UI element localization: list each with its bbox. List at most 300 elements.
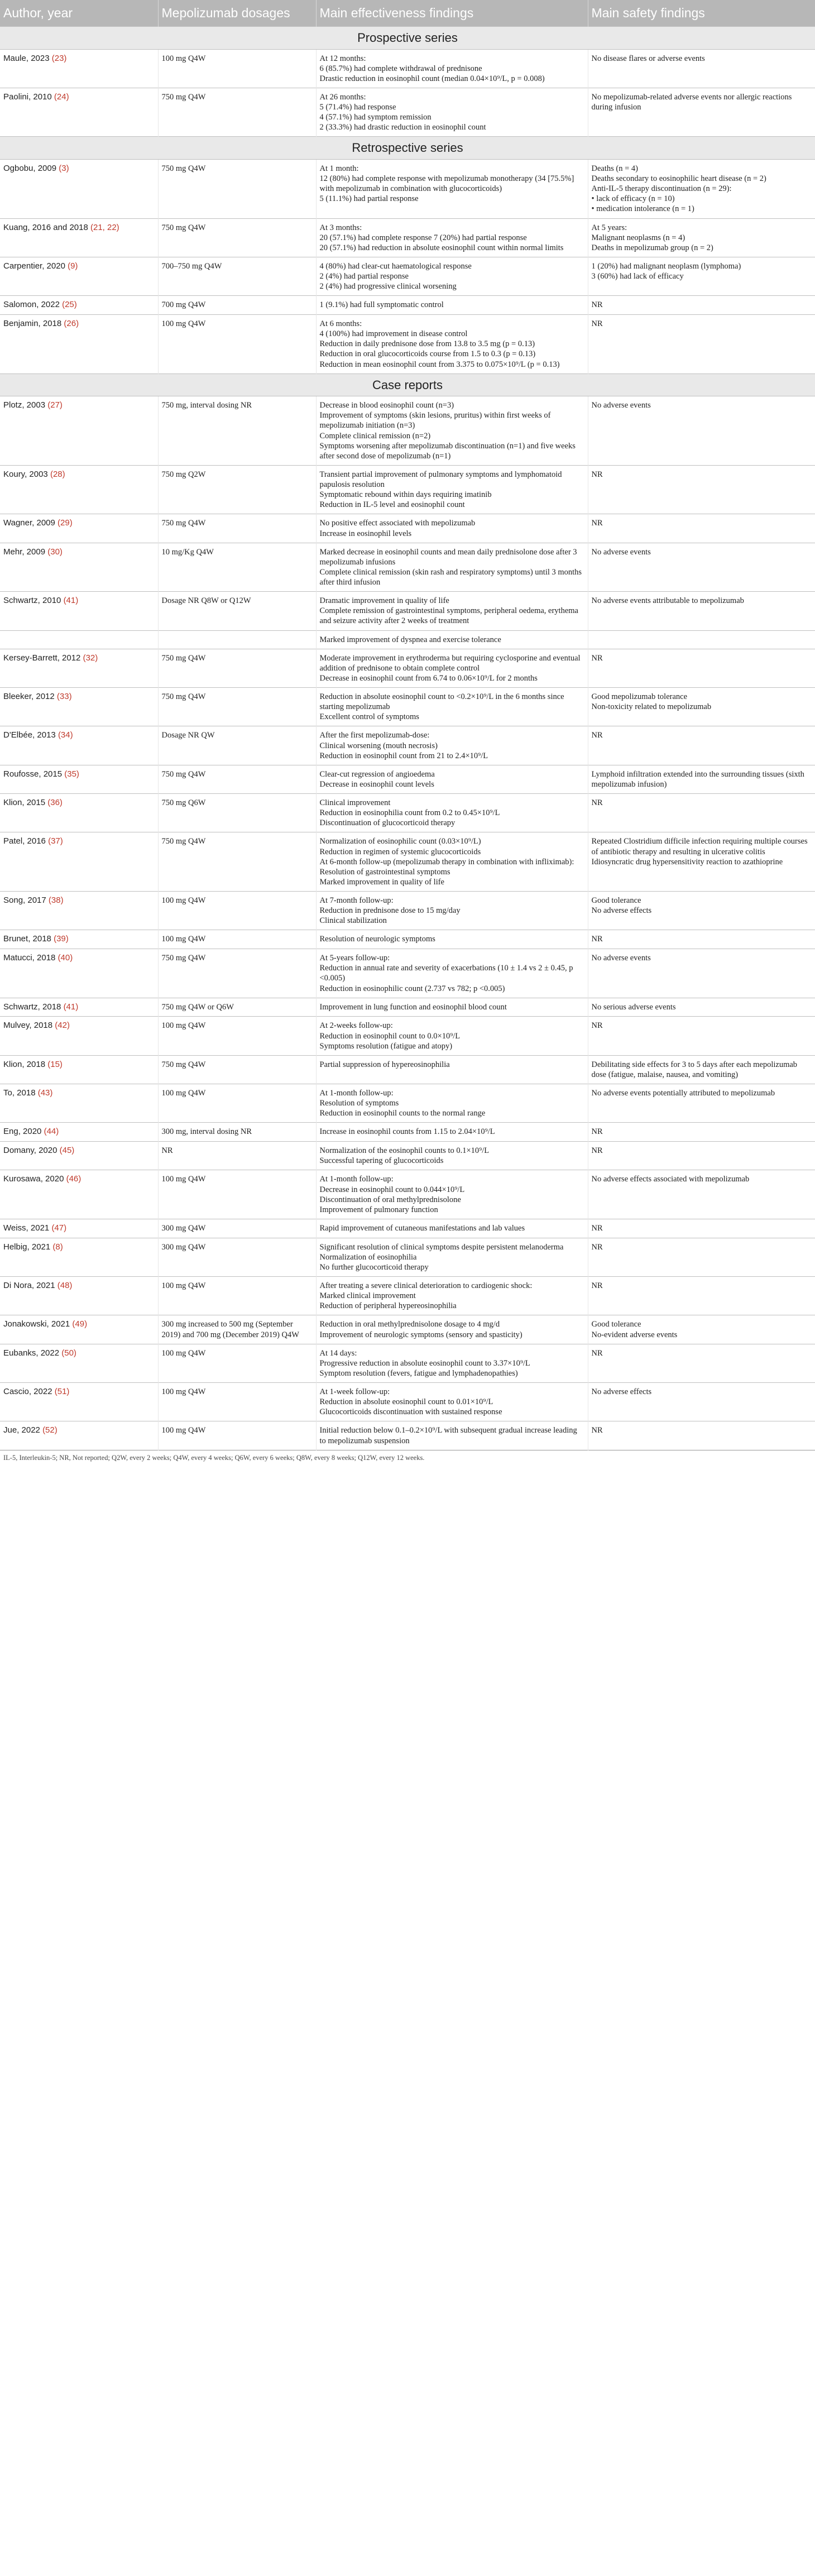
author-name: Kuang, 2016 and 2018: [3, 222, 88, 232]
table-row: [0, 1123, 815, 1142]
author-name: Ogbobu, 2009: [3, 163, 57, 173]
reference-link[interactable]: (43): [37, 1088, 53, 1098]
reference-link[interactable]: (44): [44, 1127, 59, 1137]
table-row: [0, 930, 815, 949]
author-cell: [0, 998, 158, 1017]
reference-link[interactable]: (41): [63, 596, 79, 606]
safety-line: • medication intolerance (n = 1): [591, 204, 694, 214]
effectiveness-line: Resolution of symptoms: [319, 1099, 399, 1108]
author-cell: [0, 592, 158, 630]
safety-cell: [588, 892, 815, 930]
effectiveness-line: No positive effect associated with mepolizumab: [319, 519, 476, 528]
author-cell: [0, 218, 158, 257]
safety-cell: [588, 649, 815, 687]
author-name: To, 2018: [3, 1088, 36, 1098]
safety-cell: [588, 688, 815, 726]
author-name: Eng, 2020: [3, 1127, 42, 1137]
effectiveness-line: Transient partial improvement of pulmonary symptoms and lymphomatoid papulosis resolution: [319, 470, 562, 489]
author-cell: [0, 396, 158, 466]
effectiveness-line: Symptomatic rebound within days requiring imatinib: [319, 490, 492, 500]
dosage-cell: 300 mg Q4W: [158, 1238, 316, 1276]
effectiveness-line: Reduction in prednisone dose to 15 mg/day: [319, 906, 461, 916]
dosage-cell: 300 mg, interval dosing NR: [158, 1123, 316, 1142]
dosage-cell: 750 mg Q4W: [158, 649, 316, 687]
effectiveness-line: Marked improvement of dyspnea and exercise tolerance: [319, 635, 501, 644]
effectiveness-line: At 7-month follow-up:: [319, 896, 394, 905]
safety-cell: [588, 1142, 815, 1170]
author-name: Mulvey, 2018: [3, 1021, 53, 1031]
effectiveness-line: Improvement of symptoms (skin lesions, pruritus) within first weeks of mepolizumab initiation (n=3): [319, 411, 551, 430]
effectiveness-cell: [316, 630, 588, 649]
safety-cell: [588, 1238, 815, 1276]
dosage-cell: 700–750 mg Q4W: [158, 257, 316, 295]
reference-link[interactable]: (46): [66, 1174, 82, 1184]
effectiveness-line: Progressive reduction in absolute eosinophil count to 3.37×10⁹/L: [319, 1358, 530, 1368]
author-cell: [0, 543, 158, 592]
author-cell: [0, 159, 158, 218]
dosage-cell: 750 mg, interval dosing NR: [158, 396, 316, 466]
safety-line: No adverse events potentially attributed to mepolizumab: [591, 1089, 775, 1098]
effectiveness-cell: [316, 794, 588, 832]
author-cell: [0, 1344, 158, 1382]
table-row: [0, 1421, 815, 1450]
safety-cell: [588, 315, 815, 374]
safety-line: NR: [591, 1127, 603, 1137]
author-cell: [0, 892, 158, 930]
effectiveness-cell: [316, 998, 588, 1017]
dosage-cell: 300 mg Q4W: [158, 1219, 316, 1238]
author-name: D'Elbée, 2013: [3, 730, 56, 740]
effectiveness-line: Reduction in eosinophil count from 21 to 2.4×10⁹/L: [319, 751, 488, 760]
section-title: Prospective series: [0, 27, 815, 50]
dosage-cell: 100 mg Q4W: [158, 315, 316, 374]
effectiveness-cell: [316, 832, 588, 892]
effectiveness-cell: [316, 543, 588, 592]
table-row: [0, 688, 815, 726]
author-name: Carpentier, 2020: [3, 261, 65, 271]
effectiveness-line: 4 (80%) had clear-cut haematological response: [319, 261, 472, 271]
table-row: [0, 543, 815, 592]
author-name: Paolini, 2010: [3, 92, 52, 102]
table-row: [0, 1219, 815, 1238]
table-row: [0, 1170, 815, 1219]
table-row: [0, 998, 815, 1017]
reference-link[interactable]: (27): [47, 400, 63, 410]
safety-cell: [588, 1170, 815, 1219]
effectiveness-line: Reduction in annual rate and severity of exacerbations (10 ± 1.4 vs 2 ± 0.45, p <0.005): [319, 964, 573, 983]
effectiveness-line: Rapid improvement of cutaneous manifestations and lab values: [319, 1223, 525, 1233]
safety-line: NR: [591, 470, 603, 479]
effectiveness-line: Decrease in eosinophil count levels: [319, 779, 434, 789]
effectiveness-line: 2 (33.3%) had drastic reduction in eosinophil count: [319, 123, 486, 132]
table-row: [0, 892, 815, 930]
safety-line: Deaths (n = 4): [591, 164, 638, 173]
dosage-cell: Dosage NR Q8W or Q12W: [158, 592, 316, 630]
safety-cell: [588, 514, 815, 543]
safety-line: 1 (20%) had malignant neoplasm (lymphoma): [591, 261, 741, 271]
safety-line: Good tolerance: [591, 1320, 641, 1329]
effectiveness-line: 2 (4%) had partial response: [319, 272, 409, 281]
dosage-cell: 100 mg Q4W: [158, 49, 316, 88]
effectiveness-line: Marked improvement in quality of life: [319, 877, 444, 887]
dosage-cell: 100 mg Q4W: [158, 1383, 316, 1421]
author-cell: [0, 726, 158, 765]
effectiveness-line: Clinical worsening (mouth necrosis): [319, 741, 438, 750]
author-name: Klion, 2015: [3, 798, 46, 807]
reference-link[interactable]: (39): [54, 934, 69, 944]
effectiveness-line: At 2-weeks follow-up:: [319, 1021, 393, 1031]
dosage-cell: 300 mg increased to 500 mg (September 2019) and 700 mg (December 2019) Q4W: [158, 1315, 316, 1344]
author-cell: [0, 49, 158, 88]
safety-line: No disease flares or adverse events: [591, 54, 705, 63]
table-row: [0, 88, 815, 137]
effectiveness-line: Symptoms worsening after mepolizumab discontinuation (n=1) and five weeks after second dose of mepolizumab (n=1): [319, 441, 576, 461]
safety-cell: [588, 998, 815, 1017]
reference-link[interactable]: (52): [42, 1425, 57, 1435]
effectiveness-cell: [316, 218, 588, 257]
author-cell: [0, 1055, 158, 1084]
header-author: Author, year: [0, 0, 158, 27]
header-row: [0, 0, 815, 27]
effectiveness-line: At 14 days:: [319, 1348, 357, 1358]
effectiveness-line: At 1 month:: [319, 164, 359, 173]
effectiveness-line: After treating a severe clinical deterioration to cardiogenic shock:: [319, 1281, 533, 1290]
dosage-cell: 100 mg Q4W: [158, 930, 316, 949]
safety-line: NR: [591, 653, 603, 663]
author-name: Salomon, 2022: [3, 300, 60, 310]
safety-line: Deaths secondary to eosinophilic heart disease (n = 2): [591, 174, 766, 183]
author-name: Schwartz, 2010: [3, 596, 61, 606]
reference-link[interactable]: (24): [54, 92, 69, 102]
author-cell: [0, 1238, 158, 1276]
dosage-cell: 750 mg Q6W: [158, 794, 316, 832]
author-name: Wagner, 2009: [3, 518, 55, 528]
safety-line: Good mepolizumab tolerance: [591, 692, 688, 701]
table-row: [0, 1017, 815, 1055]
dosage-cell: 750 mg Q4W: [158, 949, 316, 998]
effectiveness-line: Improvement of pulmonary function: [319, 1205, 438, 1214]
author-name: Mehr, 2009: [3, 547, 46, 557]
safety-line: NR: [591, 798, 603, 807]
reference-link[interactable]: (26): [64, 319, 79, 328]
header-effectiveness: Main effectiveness findings: [316, 0, 588, 27]
effectiveness-cell: [316, 159, 588, 218]
effectiveness-line: Marked decrease in eosinophil counts and mean daily prednisolone dose after 3 mepolizumab infusions: [319, 547, 577, 567]
reference-link[interactable]: (38): [48, 896, 64, 905]
safety-line: Lymphoid infiltration extended into the surrounding tissues (sixth mepolizumab infusion): [591, 769, 804, 789]
effectiveness-line: Symptom resolution (fevers, fatigue and lymphadenopathies): [319, 1368, 518, 1378]
safety-line: At 5 years:: [591, 223, 627, 232]
section-title: Case reports: [0, 374, 815, 396]
author-cell: [0, 88, 158, 137]
table-row: [0, 592, 815, 630]
effectiveness-line: Reduction in regimen of systemic glucocorticoids: [319, 847, 481, 856]
table-row: [0, 1277, 815, 1315]
safety-line: Good tolerance: [591, 896, 641, 905]
table-row: [0, 765, 815, 793]
reference-link[interactable]: (25): [62, 300, 77, 310]
effectiveness-line: Increase in eosinophil levels: [319, 529, 412, 538]
safety-line: Non-toxicity related to mepolizumab: [591, 702, 712, 712]
author-cell: [0, 1084, 158, 1123]
safety-cell: [588, 930, 815, 949]
safety-cell: [588, 1084, 815, 1123]
author-name: Schwartz, 2018: [3, 1002, 61, 1012]
reference-link[interactable]: (50): [61, 1348, 76, 1358]
section-header-row: [0, 27, 815, 50]
reference-link[interactable]: (23): [51, 53, 67, 63]
effectiveness-line: Complete clinical remission (n=2): [319, 431, 431, 440]
author-name: Di Nora, 2021: [3, 1281, 55, 1290]
reference-link[interactable]: (40): [57, 953, 73, 963]
effectiveness-cell: [316, 1123, 588, 1142]
effectiveness-line: Drastic reduction in eosinophil count (median 0.04×10⁹/L, p = 0.008): [319, 74, 545, 83]
effectiveness-line: 2 (4%) had progressive clinical worsening: [319, 282, 457, 291]
author-cell: [0, 1123, 158, 1142]
effectiveness-cell: [316, 1421, 588, 1450]
author-name: Matucci, 2018: [3, 953, 56, 963]
effectiveness-line: 5 (71.4%) had response: [319, 103, 396, 112]
reference-link[interactable]: (3): [59, 163, 69, 173]
dosage-cell: 750 mg Q4W: [158, 88, 316, 137]
effectiveness-cell: [316, 296, 588, 315]
author-cell: [0, 1219, 158, 1238]
dosage-cell: 700 mg Q4W: [158, 296, 316, 315]
effectiveness-cell: [316, 930, 588, 949]
reference-link[interactable]: (51): [54, 1387, 70, 1396]
effectiveness-line: Normalization of eosinophilic count (0.03×10⁹/L): [319, 837, 481, 846]
dosage-cell: 100 mg Q4W: [158, 1170, 316, 1219]
reference-link[interactable]: (49): [72, 1319, 88, 1329]
safety-line: No-evident adverse events: [591, 1330, 678, 1339]
reference-link[interactable]: (34): [57, 730, 73, 740]
table-row: [0, 832, 815, 892]
effectiveness-line: Increase in eosinophil counts from 1.15 to 2.04×10⁹/L: [319, 1127, 495, 1137]
safety-line: NR: [591, 1021, 603, 1031]
table-row: [0, 465, 815, 514]
reference-link[interactable]: (42): [55, 1021, 70, 1031]
effectiveness-line: Normalization of eosinophilia: [319, 1252, 417, 1262]
reference-link[interactable]: (47): [51, 1223, 67, 1233]
dosage-cell: 100 mg Q4W: [158, 1017, 316, 1055]
safety-cell: [588, 257, 815, 295]
effectiveness-line: Clear-cut regression of angioedema: [319, 769, 435, 779]
dosage-cell: 750 mg Q4W: [158, 765, 316, 793]
table-row: [0, 726, 815, 765]
safety-cell: [588, 396, 815, 466]
reference-link[interactable]: (28): [50, 469, 65, 479]
author-cell: [0, 1421, 158, 1450]
dosage-cell: 10 mg/Kg Q4W: [158, 543, 316, 592]
safety-line: NR: [591, 1223, 603, 1233]
table-row: [0, 1084, 815, 1123]
reference-link[interactable]: (32): [83, 653, 98, 663]
table-row: [0, 218, 815, 257]
dosage-cell: 750 mg Q2W: [158, 465, 316, 514]
effectiveness-line: 20 (57.1%) had complete response 7 (20%) had partial response: [319, 233, 527, 242]
effectiveness-line: 4 (57.1%) had symptom remission: [319, 113, 432, 122]
effectiveness-line: At 26 months:: [319, 92, 366, 102]
dosage-cell: 100 mg Q4W: [158, 1421, 316, 1450]
reference-link[interactable]: (36): [47, 798, 63, 807]
author-name: Song, 2017: [3, 896, 46, 905]
safety-cell: [588, 1277, 815, 1315]
safety-line: NR: [591, 1281, 603, 1290]
table-row: [0, 794, 815, 832]
reference-link[interactable]: (9): [68, 261, 78, 271]
dosage-cell: 100 mg Q4W: [158, 892, 316, 930]
safety-cell: [588, 794, 815, 832]
effectiveness-line: Reduction in absolute eosinophil count to <0.2×10⁹/L in the 6 months since starting mepolizumab: [319, 692, 564, 712]
safety-line: NR: [591, 519, 603, 528]
dosage-cell: 750 mg Q4W or Q6W: [158, 998, 316, 1017]
author-cell: [0, 1142, 158, 1170]
effectiveness-line: Reduction in eosinophil counts to the normal range: [319, 1109, 486, 1118]
effectiveness-line: Normalization of the eosinophil counts to 0.1×10⁹/L: [319, 1146, 490, 1156]
header-dosage: Mepolizumab dosages: [158, 0, 316, 27]
safety-cell: [588, 832, 815, 892]
effectiveness-line: Reduction of peripheral hypereosinophilia: [319, 1301, 457, 1311]
header-safety: Main safety findings: [588, 0, 815, 27]
effectiveness-line: Initial reduction below 0.1–0.2×10⁹/L with subsequent gradual increase leading to mepolizumab suspension: [319, 1426, 577, 1445]
effectiveness-cell: [316, 514, 588, 543]
effectiveness-cell: [316, 1170, 588, 1219]
effectiveness-line: Decrease in eosinophil count from 6.74 to 0.06×10⁹/L for 2 months: [319, 673, 538, 683]
table-row: [0, 1238, 815, 1276]
dosage-cell: 750 mg Q4W: [158, 218, 316, 257]
effectiveness-line: At 1-week follow-up:: [319, 1387, 390, 1396]
safety-line: No adverse effects: [591, 906, 652, 916]
table-row: [0, 296, 815, 315]
author-name: Kersey-Barrett, 2012: [3, 653, 81, 663]
effectiveness-line: Reduction in mean eosinophil count from 3.375 to 0.075×10⁹/L (p = 0.13): [319, 360, 560, 369]
author-cell: [0, 1383, 158, 1421]
safety-cell: [588, 592, 815, 630]
effectiveness-line: Successful tapering of glucocorticoids: [319, 1156, 444, 1166]
table-row: [0, 1142, 815, 1170]
author-name: Domany, 2020: [3, 1146, 57, 1156]
author-name: Brunet, 2018: [3, 934, 51, 944]
author-cell: [0, 514, 158, 543]
effectiveness-line: Clinical stabilization: [319, 916, 387, 926]
safety-line: NR: [591, 1242, 603, 1252]
table-row: [0, 649, 815, 687]
effectiveness-cell: [316, 1055, 588, 1084]
reference-link[interactable]: (35): [64, 769, 79, 779]
effectiveness-cell: [316, 1238, 588, 1276]
safety-line: NR: [591, 935, 603, 944]
reference-link[interactable]: (48): [57, 1281, 73, 1290]
effectiveness-line: Reduction in IL-5 level and eosinophil count: [319, 500, 465, 510]
safety-cell: [588, 1017, 815, 1055]
table-body: [0, 27, 815, 1450]
safety-cell: [588, 88, 815, 137]
section-header-row: [0, 137, 815, 160]
effectiveness-line: Resolution of gastrointestinal symptoms: [319, 867, 450, 877]
effectiveness-cell: [316, 1017, 588, 1055]
effectiveness-line: Excellent control of symptoms: [319, 712, 419, 722]
author-cell: [0, 765, 158, 793]
table-row: [0, 1055, 815, 1084]
author-cell: [0, 949, 158, 998]
effectiveness-line: Reduction in eosinophil count to 0.0×10⁹/L: [319, 1031, 461, 1041]
effectiveness-cell: [316, 649, 588, 687]
effectiveness-cell: [316, 726, 588, 765]
reference-link[interactable]: (30): [47, 547, 63, 557]
effectiveness-cell: [316, 1219, 588, 1238]
reference-link[interactable]: (29): [57, 518, 73, 528]
table-row: [0, 949, 815, 998]
author-name: Cascio, 2022: [3, 1387, 52, 1396]
effectiveness-line: Reduction in eosinophilic count (2.737 vs 782; p <0.005): [319, 984, 505, 993]
effectiveness-line: Reduction in daily prednisone dose from 13.8 to 3.5 mg (p = 0.13): [319, 339, 535, 349]
safety-line: No mepolizumab-related adverse events nor allergic reactions during infusion: [591, 92, 792, 112]
safety-line: Deaths in mepolizumab group (n = 2): [591, 243, 713, 252]
author-cell: [0, 930, 158, 949]
dosage-cell: NR: [158, 1142, 316, 1170]
safety-line: 3 (60%) had lack of efficacy: [591, 272, 684, 281]
effectiveness-line: Marked clinical improvement: [319, 1291, 416, 1301]
safety-line: No adverse effects: [591, 1387, 652, 1396]
effectiveness-cell: [316, 396, 588, 466]
table-row: [0, 396, 815, 466]
effectiveness-line: Dramatic improvement in quality of life: [319, 596, 449, 606]
effectiveness-line: After the first mepolizumab-dose:: [319, 731, 430, 740]
effectiveness-line: Decrease in blood eosinophil count (n=3): [319, 401, 454, 410]
effectiveness-line: 6 (85.7%) had complete withdrawal of prednisone: [319, 64, 482, 73]
author-name: Plotz, 2003: [3, 400, 46, 410]
effectiveness-line: At 6-month follow-up (mepolizumab therapy in combination with infliximab):: [319, 857, 574, 866]
reference-link[interactable]: (15): [47, 1059, 63, 1069]
author-name: Klion, 2018: [3, 1059, 46, 1069]
effectiveness-line: At 1-month follow-up:: [319, 1175, 394, 1184]
effectiveness-cell: [316, 1084, 588, 1123]
effectiveness-cell: [316, 1277, 588, 1315]
safety-cell: [588, 1344, 815, 1382]
effectiveness-line: Moderate improvement in erythroderma but requiring cyclosporine and eventual addition of prednisone to obtain complete control: [319, 653, 581, 673]
author-cell: [0, 794, 158, 832]
effectiveness-line: 5 (11.1%) had partial response: [319, 194, 419, 204]
effectiveness-cell: [316, 1383, 588, 1421]
author-name: Koury, 2003: [3, 469, 48, 479]
reference-link[interactable]: (21, 22): [90, 222, 119, 232]
reference-link[interactable]: (8): [52, 1242, 63, 1252]
reference-link[interactable]: (41): [63, 1002, 79, 1012]
author-name: Roufosse, 2015: [3, 769, 63, 779]
reference-link[interactable]: (37): [48, 836, 63, 846]
safety-line: • lack of efficacy (n = 10): [591, 194, 675, 204]
safety-line: Malignant neoplasms (n = 4): [591, 233, 685, 242]
effectiveness-line: 12 (80%) had complete response with mepolizumab monotherapy (34 [75.5%] with mepolizumab in combination with glucocorticoids): [319, 174, 574, 194]
effectiveness-line: 4 (100%) had improvement in disease control: [319, 329, 468, 339]
author-cell: [0, 315, 158, 374]
safety-cell: [588, 630, 815, 649]
dosage-cell: 750 mg Q4W: [158, 159, 316, 218]
safety-line: Repeated Clostridium difficile infection requiring multiple courses of antibiotic therapy and resulting in ulcerative colitis: [591, 837, 808, 856]
effectiveness-cell: [316, 765, 588, 793]
author-name: Eubanks, 2022: [3, 1348, 60, 1358]
reference-link[interactable]: (45): [59, 1146, 75, 1156]
safety-line: No adverse events attributable to mepolizumab: [591, 596, 744, 606]
table-row: [0, 1344, 815, 1382]
reference-link[interactable]: (33): [56, 692, 72, 701]
effectiveness-line: Reduction in oral methylprednisolone dosage to 4 mg/d: [319, 1320, 500, 1329]
safety-cell: [588, 726, 815, 765]
safety-line: No adverse effects associated with mepolizumab: [591, 1175, 750, 1184]
effectiveness-cell: [316, 1142, 588, 1170]
author-cell: [0, 688, 158, 726]
effectiveness-cell: [316, 892, 588, 930]
